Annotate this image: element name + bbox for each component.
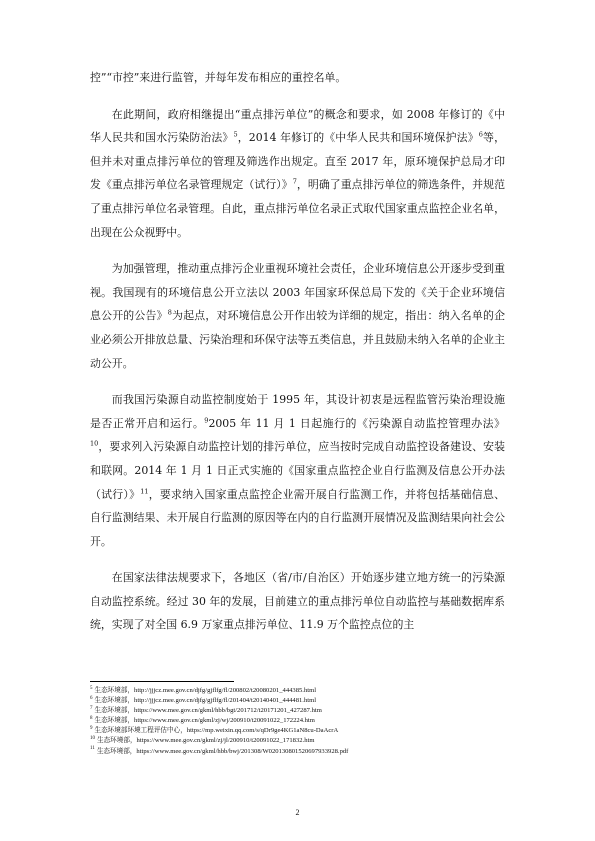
- footnote-text: 生态环境部，https://www.mee.gov.cn/gkml/zj/wj/200910/t20091022_172224.htm: [94, 717, 315, 725]
- footnote-item: [90, 726, 530, 736]
- footnote-number: 9: [90, 726, 93, 732]
- paragraph-text: ，要求列入污染源自动监控计划的排污单位，应当按时完成自动监控设备建设、安装和联网。2014 年 1 月 1 日正式实施的《国家重点监控企业自行监测及信息公开办法（试行）》: [90, 440, 505, 501]
- footnote-item: [90, 696, 530, 706]
- footnote-number: 10: [90, 736, 95, 742]
- footnote-text: 生态环境部，http://jjjcz.mee.gov.cn/djfg/gjflfg/fl/200802/t20080201_444385.html: [94, 687, 317, 694]
- paragraph-text: ，明确了重点排污单位的筛选条件，并规范了重点排污单位名录管理。自此，重点排污单位名录正式取代国家重点监控企业名单，出现在公众视野中。: [90, 178, 505, 239]
- footnote-marker: 6: [478, 130, 483, 139]
- footnote-marker: 5: [233, 130, 238, 139]
- footnote-marker: 11: [140, 486, 149, 495]
- footnote-number: 5: [90, 685, 93, 691]
- footnote-item: [90, 706, 530, 716]
- paragraph-text: ，要求纳入国家重点监控企业需开展自行监测工作，并将包括基础信息、自行监测结果、未开展自行监测的原因等在内的自行监测开展情况及监测结果向社会公开。: [90, 487, 505, 548]
- footnote-number: 11: [90, 746, 95, 752]
- paragraph: [90, 566, 505, 637]
- paragraph: [90, 103, 505, 245]
- footnote-text: 生态环境部，https://www.mee.gov.cn/gkml/hbb/bwj/201308/W020130801520697933928.pdf: [96, 747, 349, 755]
- paragraph-text: 为加强管理，推动重点排污企业重视环境社会责任，企业环境信息公开逐步受到重视。我国现有的环境信息公开立法以 2003 年国家环保总局下发的《关于企业环境信息公开的公告》: [90, 262, 505, 323]
- footnote-marker: 10: [90, 439, 99, 448]
- paragraph-text: 2005 年 11 月 1 日起施行的《污染源自动监控管理办法》: [208, 416, 505, 430]
- footnote-marker: 9: [204, 416, 209, 425]
- paragraph-text: 在此期间，政府相继提出“重点排污单位”的概念和要求，如 2008 年修订的《中华人民共和国水污染防治法》: [90, 107, 505, 145]
- paragraph-text: 在国家法律法规要求下，各地区（省/市/自治区）开始逐步建立地方统一的污染源自动监控系统。经过 30 年的发展，目前建立的重点排污单位自动监控与基础数据库系统，实现了对全国 6.9 万家重点排污单位、11.9 万个监控点位的主: [90, 571, 505, 632]
- body-text: [90, 66, 505, 650]
- footnote-marker: 8: [167, 308, 172, 317]
- footnote-text: 生态环境部，https://www.mee.gov.cn/gkml/zj/jl/200910/t20091022_171832.htm: [97, 737, 315, 745]
- paragraph: [90, 66, 505, 90]
- paragraph: [90, 257, 505, 375]
- footnote-text: 生态环境部，https://www.mee.gov.cn/gkml/hbb/bgt/201712/t20171201_427287.htm: [94, 707, 322, 715]
- paragraph-text: ，2014 年修订的《中华人民共和国环境保护法》: [237, 131, 479, 145]
- footnote-divider: [90, 681, 234, 682]
- footnotes: [90, 686, 530, 757]
- footnote-number: 6: [90, 695, 93, 701]
- paragraph-text: 控”“市控”来进行监管，并每年发布相应的重控名单。: [90, 71, 347, 84]
- page-number: 2: [295, 808, 300, 817]
- footnote-number: 8: [90, 716, 93, 722]
- footnote-item: [90, 736, 530, 746]
- footnote-number: 7: [90, 706, 93, 711]
- paragraph-text: 为起点，对环境信息公开作出较为详细的规定，指出：纳入名单的企业必须公开排放总量、污染治理和环保守法等五类信息，并且鼓励未纳入名单的企业主动公开。: [90, 309, 505, 370]
- footnote-item: [90, 716, 530, 726]
- footnote-item: [90, 686, 530, 696]
- footnote-item: [90, 747, 530, 757]
- footnote-marker: 7: [292, 177, 297, 186]
- footnote-text: 生态环境部环境工程评估中心，https://mp.weixin.qq.com/s/qDr9ge4KG1aN8cu-DaAcrA: [94, 727, 339, 735]
- paragraph-text: 而我国污染源自动监控制度始于 1995 年，其设计初衷是远程监管污染治理设施是否正常开启和运行。: [90, 393, 505, 430]
- paragraph: [90, 388, 505, 553]
- paragraph-text: 等，但并未对重点排污单位的管理及筛选作出规定。直至 2017 年，原环境保护总局才印发《重点排污单位名录管理规定（试行）》: [90, 131, 505, 192]
- footnote-text: 生态环境部，http://jjjcz.mee.gov.cn/djfg/gjflfg/fl/201404/t20140401_444481.html: [94, 697, 317, 705]
